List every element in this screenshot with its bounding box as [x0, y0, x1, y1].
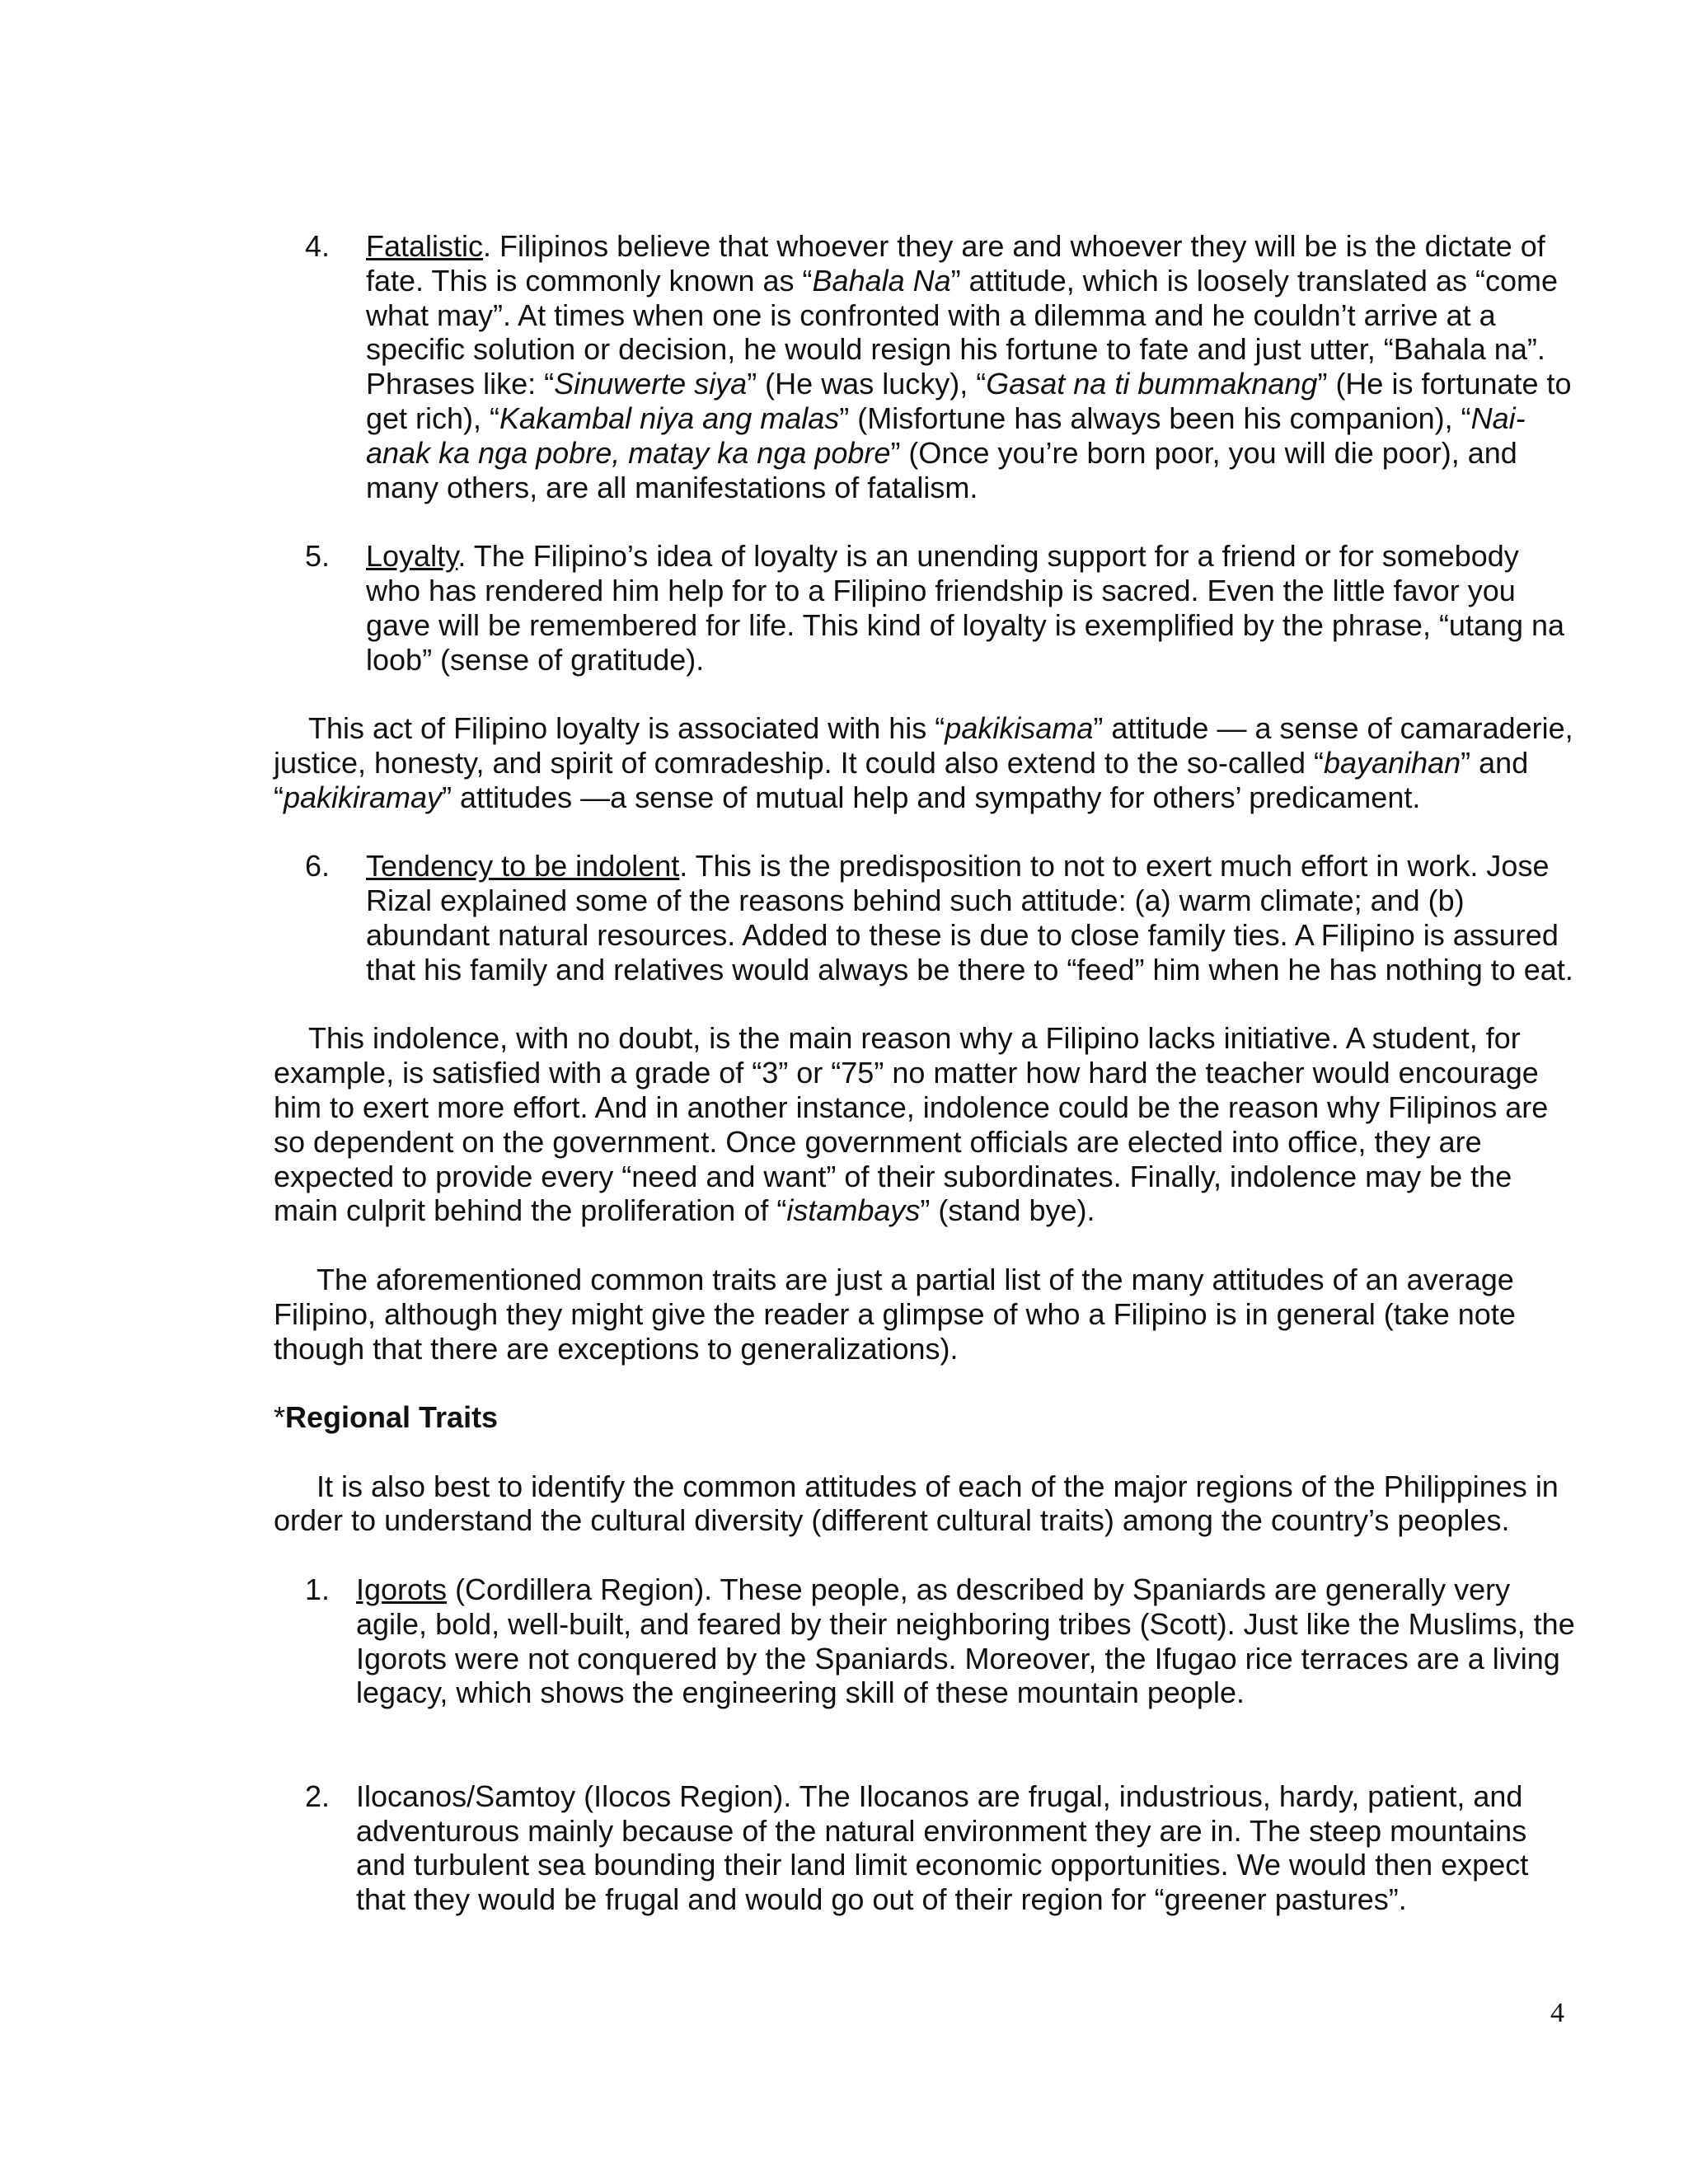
text-run: ” (He was lucky), “: [747, 367, 987, 401]
text-run: ” attitudes —a sense of mutual help and sympathy for others’ predicament.: [442, 780, 1421, 814]
heading-asterisk: *: [274, 1400, 286, 1435]
region-item-text: Ilocanos/Samtoy (Ilocos Region). The Ilocanos are frugal, industrious, hardy, patient, and adventurous mainly because of the natural environment they are in. The steep mountains and turbulent sea bounding their land limit economic opportunities. We would then expect that they would be frugal and would go out of their region for “greener pastures”.: [356, 1779, 1529, 1917]
regional-intro-paragraph: It is also best to identify the common attitudes of each of the major regions of the Philippines in order to understand the cultural diversity (different cultural traits) among the country’s peoples.: [274, 1469, 1559, 1538]
text-run: ” (stand bye).: [920, 1193, 1095, 1228]
italic-phrase: Sinuwerte siya: [554, 367, 748, 401]
italic-phrase: Bahala Na: [812, 263, 951, 298]
region-item-ilocanos: [274, 1779, 1576, 1917]
text-run: (Cordillera Region). These people, as described by Spaniards are generally very agile, bold, well-built, and feared by their neighboring tribes (Scott). Just like the Muslims, the Igorots were not conquered by the Spaniards. Moreover, the Ifugao rice terraces are a living legacy, which shows the engineering skill of these mountain people.: [356, 1572, 1575, 1710]
italic-phrase: Kakambal niya ang malas: [499, 401, 840, 435]
list-item-text: [366, 229, 1576, 504]
italic-phrase: istambays: [786, 1193, 921, 1228]
text-run: . The Filipino’s idea of loyalty is an unending support for a friend or for somebody who has rendered him help for to a Filipino friendship is sacred. Even the little favor you gave will be remembered for life. This kind of loyalty is exemplified by the phrase, “utang na loob” (sense of gratitude).: [366, 539, 1565, 677]
list-item-text: [366, 539, 1576, 677]
italic-phrase: pakikisama: [945, 711, 1094, 746]
loyalty-paragraph: [274, 711, 1576, 814]
region-term: Igorots: [356, 1572, 448, 1607]
page-content: [274, 229, 1576, 1952]
text-run: . Filipinos believe that whoever they are and whoever they will be is the dictate of fate. This is commonly known as “: [366, 229, 1545, 298]
region-item-igorots: [274, 1572, 1576, 1710]
list-number: 1.: [305, 1572, 331, 1607]
text-run: This act of Filipino loyalty is associated with his “: [308, 711, 945, 746]
text-run: ” attitude, which is loosely translated as “come what may”. At times when one is confronted with a dilemma and he couldn’t arrive at a specific solution or decision, he would resign his fortune to fate and just utter, “Bahala na”. Phrases like: “: [366, 263, 1558, 401]
heading-title: Regional Traits: [285, 1400, 499, 1435]
indolence-paragraph: [274, 1021, 1576, 1228]
trait-term: Loyalty: [366, 539, 458, 574]
region-item-text: [356, 1572, 1576, 1710]
list-number: 5.: [305, 539, 331, 574]
text-run: ” and “: [274, 745, 1529, 814]
text-run: ” (Misfortune has always been his companion), “: [839, 401, 1471, 435]
italic-phrase: bayanihan: [1324, 745, 1461, 780]
list-item-text: [366, 849, 1576, 987]
list-item-indolent: [274, 849, 1576, 987]
trait-term: Fatalistic: [366, 229, 484, 263]
text-run: ” (Once you’re born poor, you will die poor), and many others, are all manifestations of fatalism.: [366, 435, 1517, 504]
section-heading: [274, 1400, 1576, 1435]
text-run: ” attitude — a sense of camaraderie, justice, honesty, and spirit of comradeship. It could also extend to the so-called “: [274, 711, 1573, 780]
text-run: ” (He is fortunate to get rich), “: [366, 367, 1572, 435]
italic-phrase: Nai-anak ka nga pobre, matay ka nga pobre: [366, 401, 1526, 470]
italic-phrase: Gasat na ti bummaknang: [986, 367, 1318, 401]
list-number: 4.: [305, 229, 331, 263]
text-run: . This is the predisposition to not to exert much effort in work. Jose Rizal explained some of the reasons behind such attitude: (a) warm climate; and (b) abundant natural resources. Added to these is due to close family ties. A Filipino is assured that his family and relatives would always be there to “feed” him when he has nothing to eat.: [366, 849, 1573, 987]
page-number: 4: [1550, 1998, 1564, 2028]
list-item-fatalistic: [274, 229, 1576, 504]
text-run: This indolence, with no doubt, is the main reason why a Filipino lacks initiative. A student, for example, is satisfied with a grade of “3” or “75” no matter how hard the teacher would encourage him to exert more effort. And in another instance, indolence could be the reason why Filipinos are so dependent on the government. Once government officials are elected into office, they are expected to provide every “need and want” of their subordinates. Finally, indolence may be the main culprit behind the proliferation of “: [274, 1021, 1549, 1228]
list-number: 6.: [305, 849, 331, 883]
list-number: 2.: [305, 1779, 331, 1813]
list-item-loyalty: [274, 539, 1576, 677]
trait-term: Tendency to be indolent: [366, 849, 680, 883]
summary-paragraph: The aforementioned common traits are just a partial list of the many attitudes of an average Filipino, although they might give the reader a glimpse of who a Filipino is in general (take note though that there are exceptions to generalizations).: [274, 1262, 1516, 1366]
italic-phrase: pakikiramay: [284, 780, 443, 814]
